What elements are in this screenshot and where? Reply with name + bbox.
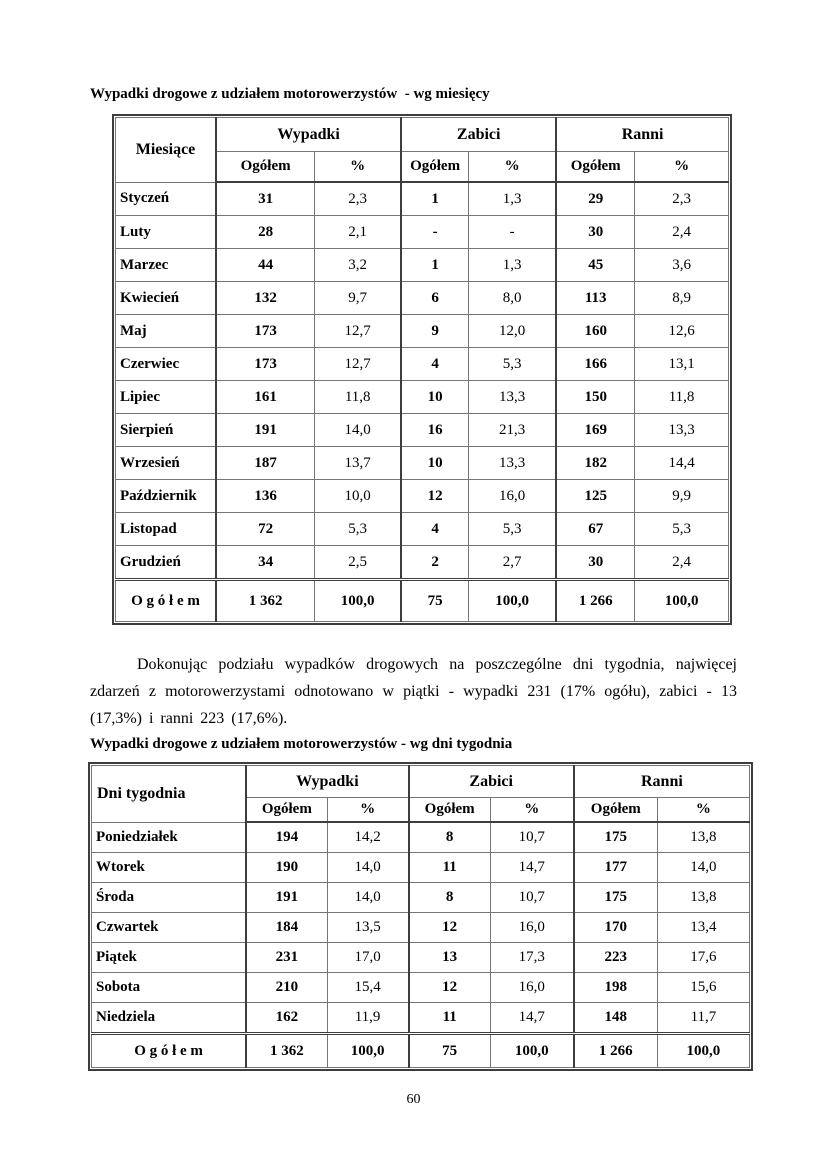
cell-wypadki-ogolem: 173 [216,315,315,348]
cell-ranni-ogolem: 169 [556,414,634,447]
cell-zabici-ogolem: 1 [401,249,468,282]
months-table-body [116,182,729,580]
months-table [115,117,729,622]
cell-wypadki-percent: 2,3 [315,182,401,216]
cell-wypadki-ogolem: 210 [246,973,327,1003]
cell-wypadki-ogolem: 191 [246,883,327,913]
row-label: Kwiecień [116,282,217,315]
table-row [116,249,729,282]
months-table-footer [116,580,729,622]
row-label: Styczeń [116,182,217,216]
total-ranni-ogolem: 1 266 [574,1034,658,1068]
cell-zabici-ogolem: 8 [409,822,491,853]
row-label: Listopad [116,513,217,546]
cell-zabici-ogolem: 12 [409,973,491,1003]
cell-zabici-ogolem: 10 [401,381,468,414]
cell-wypadki-percent: 12,7 [315,315,401,348]
row-label: Lipiec [116,381,217,414]
cell-zabici-percent: 5,3 [469,513,557,546]
cell-wypadki-percent: 2,5 [315,546,401,580]
table-row [116,513,729,546]
cell-wypadki-percent: 11,9 [327,1003,409,1034]
cell-zabici-percent: 2,7 [469,546,557,580]
cell-ranni-percent: 15,6 [657,973,749,1003]
cell-ranni-ogolem: 170 [574,913,658,943]
cell-ranni-ogolem: 175 [574,822,658,853]
subheader-percent: % [657,798,749,823]
cell-ranni-percent: 11,8 [635,381,729,414]
cell-zabici-percent: 13,3 [469,381,557,414]
cell-ranni-ogolem: 67 [556,513,634,546]
cell-zabici-percent: 16,0 [469,480,557,513]
table-row [92,943,750,973]
cell-wypadki-percent: 13,5 [327,913,409,943]
cell-ranni-percent: 11,7 [657,1003,749,1034]
cell-zabici-ogolem: 9 [401,315,468,348]
cell-zabici-percent: 14,7 [490,853,574,883]
cell-zabici-percent: 13,3 [469,447,557,480]
subheader-ogolem: Ogółem [401,152,468,183]
row-label: Marzec [116,249,217,282]
row-label: Październik [116,480,217,513]
table-row [92,853,750,883]
subheader-percent: % [315,152,401,183]
cell-zabici-ogolem: 12 [401,480,468,513]
row-label: Niedziela [92,1003,247,1034]
row-label: Sobota [92,973,247,1003]
cell-ranni-percent: 14,0 [657,853,749,883]
table-row [92,913,750,943]
header-group-row [92,766,750,798]
row-label: Grudzień [116,546,217,580]
group-header-ranni: Ranni [574,766,750,798]
cell-zabici-ogolem: 10 [401,447,468,480]
cell-wypadki-ogolem: 194 [246,822,327,853]
cell-wypadki-percent: 14,0 [327,853,409,883]
total-ranni-ogolem: 1 266 [556,580,634,622]
cell-wypadki-percent: 14,0 [315,414,401,447]
table-row [116,480,729,513]
cell-ranni-ogolem: 166 [556,348,634,381]
total-zabici-percent: 100,0 [490,1034,574,1068]
cell-ranni-percent: 13,8 [657,822,749,853]
cell-ranni-percent: 12,6 [635,315,729,348]
cell-zabici-percent: 8,0 [469,282,557,315]
weekdays-table-title: Wypadki drogowe z udziałem motorowerzystów - wg dni tygodnia [90,736,513,752]
cell-wypadki-ogolem: 161 [216,381,315,414]
row-label: Sierpień [116,414,217,447]
table-row [116,546,729,580]
cell-ranni-ogolem: 177 [574,853,658,883]
row-label: Czwartek [92,913,247,943]
cell-ranni-ogolem: 198 [574,973,658,1003]
cell-ranni-ogolem: 113 [556,282,634,315]
weekdays-table-header [92,766,750,823]
cell-zabici-percent: - [469,216,557,249]
cell-ranni-ogolem: 45 [556,249,634,282]
cell-ranni-ogolem: 125 [556,480,634,513]
cell-ranni-ogolem: 182 [556,447,634,480]
cell-zabici-percent: 5,3 [469,348,557,381]
cell-zabici-ogolem: - [401,216,468,249]
cell-wypadki-ogolem: 190 [246,853,327,883]
weekday-summary-paragraph: Dokonując podziału wypadków drogowych na poszczególne dni tygodnia, najwięcej zdarzeń z motorowerzystami odnotowano w piątki - wypadki 231 (17% ogółu), zabici - 13 (17,3%) i ranni 223 (17,6%). [90,656,737,727]
cell-wypadki-ogolem: 31 [216,182,315,216]
row-label: Luty [116,216,217,249]
cell-ranni-ogolem: 30 [556,546,634,580]
cell-zabici-ogolem: 1 [401,182,468,216]
row-label: Wtorek [92,853,247,883]
total-row [116,580,729,622]
cell-ranni-ogolem: 160 [556,315,634,348]
cell-wypadki-ogolem: 72 [216,513,315,546]
cell-ranni-percent: 13,4 [657,913,749,943]
cell-wypadki-ogolem: 231 [246,943,327,973]
subheader-ogolem: Ogółem [216,152,315,183]
subheader-ogolem: Ogółem [556,152,634,183]
row-label: Piątek [92,943,247,973]
cell-ranni-ogolem: 29 [556,182,634,216]
cell-wypadki-percent: 2,1 [315,216,401,249]
total-zabici-percent: 100,0 [469,580,557,622]
page-number: 60 [406,1092,421,1107]
table-row [116,447,729,480]
cell-zabici-ogolem: 16 [401,414,468,447]
cell-zabici-percent: 1,3 [469,249,557,282]
cell-wypadki-percent: 10,0 [315,480,401,513]
row-label: Środa [92,883,247,913]
cell-wypadki-percent: 14,2 [327,822,409,853]
total-zabici-ogolem: 75 [409,1034,491,1068]
header-group-row [116,118,729,152]
cell-ranni-ogolem: 150 [556,381,634,414]
cell-zabici-ogolem: 4 [401,348,468,381]
total-wypadki-ogolem: 1 362 [216,580,315,622]
table-row [116,182,729,216]
cell-ranni-percent: 5,3 [635,513,729,546]
subheader-ogolem: Ogółem [574,798,658,823]
total-row [92,1034,750,1068]
total-ranni-percent: 100,0 [657,1034,749,1068]
cell-zabici-ogolem: 6 [401,282,468,315]
cell-ranni-percent: 17,6 [657,943,749,973]
total-ranni-percent: 100,0 [635,580,729,622]
cell-zabici-percent: 1,3 [469,182,557,216]
group-header-wypadki: Wypadki [246,766,409,798]
cell-ranni-percent: 13,1 [635,348,729,381]
cell-zabici-ogolem: 8 [409,883,491,913]
row-header-label: Miesiące [116,118,217,183]
table-row [92,883,750,913]
months-table-wrapper [112,114,732,625]
row-label: Poniedziałek [92,822,247,853]
total-label: O g ó ł e m [116,580,217,622]
cell-wypadki-percent: 15,4 [327,973,409,1003]
total-wypadki-ogolem: 1 362 [246,1034,327,1068]
weekdays-table-body [92,822,750,1034]
total-label: O g ó ł e m [92,1034,247,1068]
table-row [116,315,729,348]
cell-ranni-percent: 9,9 [635,480,729,513]
cell-wypadki-ogolem: 136 [216,480,315,513]
cell-zabici-percent: 16,0 [490,913,574,943]
cell-wypadki-percent: 14,0 [327,883,409,913]
cell-ranni-ogolem: 223 [574,943,658,973]
cell-wypadki-ogolem: 44 [216,249,315,282]
months-table-header [116,118,729,183]
cell-zabici-ogolem: 11 [409,853,491,883]
table-row [116,348,729,381]
table-row [92,1003,750,1034]
cell-ranni-percent: 2,3 [635,182,729,216]
cell-ranni-percent: 14,4 [635,447,729,480]
cell-ranni-ogolem: 175 [574,883,658,913]
table-row [116,282,729,315]
weekdays-table [91,765,750,1068]
cell-wypadki-ogolem: 34 [216,546,315,580]
cell-wypadki-percent: 11,8 [315,381,401,414]
subheader-ogolem: Ogółem [409,798,491,823]
cell-wypadki-ogolem: 28 [216,216,315,249]
cell-wypadki-ogolem: 162 [246,1003,327,1034]
cell-ranni-percent: 8,9 [635,282,729,315]
cell-ranni-ogolem: 30 [556,216,634,249]
row-label: Wrzesień [116,447,217,480]
cell-wypadki-ogolem: 187 [216,447,315,480]
cell-wypadki-percent: 5,3 [315,513,401,546]
table-row [116,381,729,414]
table-row [116,414,729,447]
months-table-title: Wypadki drogowe z udziałem motorowerzystów - wg miesięcy [90,86,490,102]
table-row [116,216,729,249]
cell-ranni-percent: 3,6 [635,249,729,282]
total-wypadki-percent: 100,0 [315,580,401,622]
cell-wypadki-percent: 13,7 [315,447,401,480]
subheader-percent: % [327,798,409,823]
weekdays-table-footer [92,1034,750,1068]
subheader-ogolem: Ogółem [246,798,327,823]
group-header-zabici: Zabici [409,766,574,798]
cell-zabici-percent: 10,7 [490,883,574,913]
cell-wypadki-percent: 17,0 [327,943,409,973]
cell-zabici-percent: 14,7 [490,1003,574,1034]
cell-wypadki-percent: 12,7 [315,348,401,381]
row-header-label: Dni tygodnia [92,766,247,823]
cell-wypadki-ogolem: 184 [246,913,327,943]
cell-zabici-percent: 17,3 [490,943,574,973]
subheader-percent: % [469,152,557,183]
group-header-zabici: Zabici [401,118,556,152]
cell-zabici-percent: 12,0 [469,315,557,348]
total-zabici-ogolem: 75 [401,580,468,622]
cell-zabici-ogolem: 2 [401,546,468,580]
weekdays-table-wrapper [88,762,753,1071]
cell-wypadki-percent: 9,7 [315,282,401,315]
total-wypadki-percent: 100,0 [327,1034,409,1068]
subheader-percent: % [635,152,729,183]
cell-ranni-percent: 13,8 [657,883,749,913]
cell-wypadki-percent: 3,2 [315,249,401,282]
cell-zabici-ogolem: 11 [409,1003,491,1034]
row-label: Maj [116,315,217,348]
cell-zabici-ogolem: 4 [401,513,468,546]
cell-zabici-percent: 10,7 [490,822,574,853]
cell-zabici-percent: 16,0 [490,973,574,1003]
group-header-wypadki: Wypadki [216,118,401,152]
subheader-percent: % [490,798,574,823]
group-header-ranni: Ranni [556,118,728,152]
table-row [92,822,750,853]
cell-wypadki-ogolem: 191 [216,414,315,447]
cell-ranni-percent: 2,4 [635,546,729,580]
cell-ranni-percent: 13,3 [635,414,729,447]
cell-ranni-percent: 2,4 [635,216,729,249]
cell-wypadki-ogolem: 132 [216,282,315,315]
table-row [92,973,750,1003]
cell-wypadki-ogolem: 173 [216,348,315,381]
cell-zabici-ogolem: 12 [409,913,491,943]
cell-zabici-ogolem: 13 [409,943,491,973]
cell-zabici-percent: 21,3 [469,414,557,447]
row-label: Czerwiec [116,348,217,381]
cell-ranni-ogolem: 148 [574,1003,658,1034]
